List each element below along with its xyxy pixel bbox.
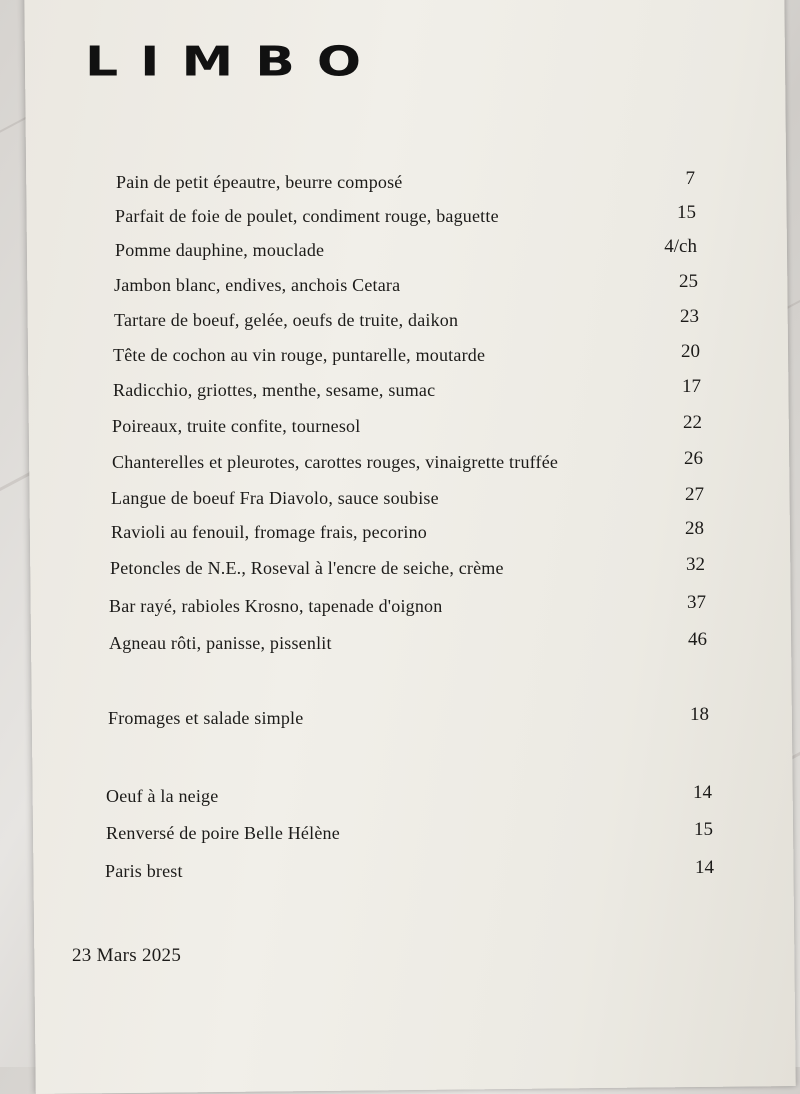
dish-name: Fromages et salade simple (108, 708, 304, 728)
menu-item (0, 819, 800, 847)
dish-name: Paris brest (105, 861, 183, 881)
dish-price: 4/ch (664, 236, 697, 257)
dish-price: 20 (681, 341, 700, 362)
dish-name: Poireaux, truite confite, tournesol (112, 416, 361, 436)
dish-price: 17 (682, 376, 701, 397)
dish-price: 28 (685, 518, 704, 539)
dish-name: Oeuf à la neige (106, 786, 219, 806)
menu-item (0, 484, 800, 512)
dish-name: Tartare de boeuf, gelée, oeufs de truite, daikon (114, 310, 459, 330)
menu-item (0, 341, 800, 369)
dish-price: 18 (690, 704, 709, 725)
dish-price: 14 (695, 857, 714, 878)
menu-item (0, 592, 800, 620)
dish-name: Ravioli au fenouil, fromage frais, pecorino (111, 522, 427, 542)
dish-name: Chanterelles et pleurotes, carottes rouges, vinaigrette truffée (112, 452, 559, 472)
dish-name: Jambon blanc, endives, anchois Cetara (114, 275, 401, 295)
dish-name: Pomme dauphine, mouclade (115, 240, 325, 260)
dish-name: Radicchio, griottes, menthe, sesame, sumac (113, 380, 436, 400)
menu-item (0, 629, 800, 657)
dish-price: 37 (687, 592, 706, 613)
dish-name: Renversé de poire Belle Hélène (106, 823, 340, 843)
dish-name: Agneau rôti, panisse, pissenlit (109, 633, 332, 653)
dish-name: Tête de cochon au vin rouge, puntarelle, moutarde (113, 345, 486, 365)
menu-item (0, 448, 800, 476)
dish-price: 27 (685, 484, 704, 505)
menu-card (24, 0, 795, 1094)
menu-item (0, 554, 800, 582)
restaurant-logo: LIMBO (85, 38, 384, 86)
dish-price: 22 (683, 412, 702, 433)
dish-name: Pain de petit épeautre, beurre composé (116, 172, 403, 192)
dish-price: 23 (680, 306, 699, 327)
dish-price: 46 (688, 629, 707, 650)
dish-name: Bar rayé, rabioles Krosno, tapenade d'oignon (109, 596, 443, 616)
dish-price: 32 (686, 554, 705, 575)
menu-item (0, 376, 800, 404)
menu-item (0, 236, 800, 264)
menu-item (0, 704, 800, 732)
dish-price: 15 (694, 819, 713, 840)
menu-item (0, 518, 800, 546)
dish-price: 26 (684, 448, 703, 469)
menu-date: 23 Mars 2025 (72, 945, 182, 966)
menu-item (0, 782, 800, 810)
dish-name: Parfait de foie de poulet, condiment rouge, baguette (115, 206, 499, 226)
dish-name: Petoncles de N.E., Roseval à l'encre de seiche, crème (110, 558, 504, 578)
menu-item (0, 412, 800, 440)
menu-item (0, 306, 800, 334)
menu-item (0, 168, 800, 196)
dish-price: 15 (677, 202, 696, 223)
dish-price: 25 (679, 271, 698, 292)
dish-price: 14 (693, 782, 712, 803)
menu-item (0, 202, 800, 230)
dish-name: Langue de boeuf Fra Diavolo, sauce soubise (111, 488, 439, 508)
menu-item (0, 271, 800, 299)
menu-item (0, 857, 800, 885)
dish-price: 7 (685, 168, 695, 189)
